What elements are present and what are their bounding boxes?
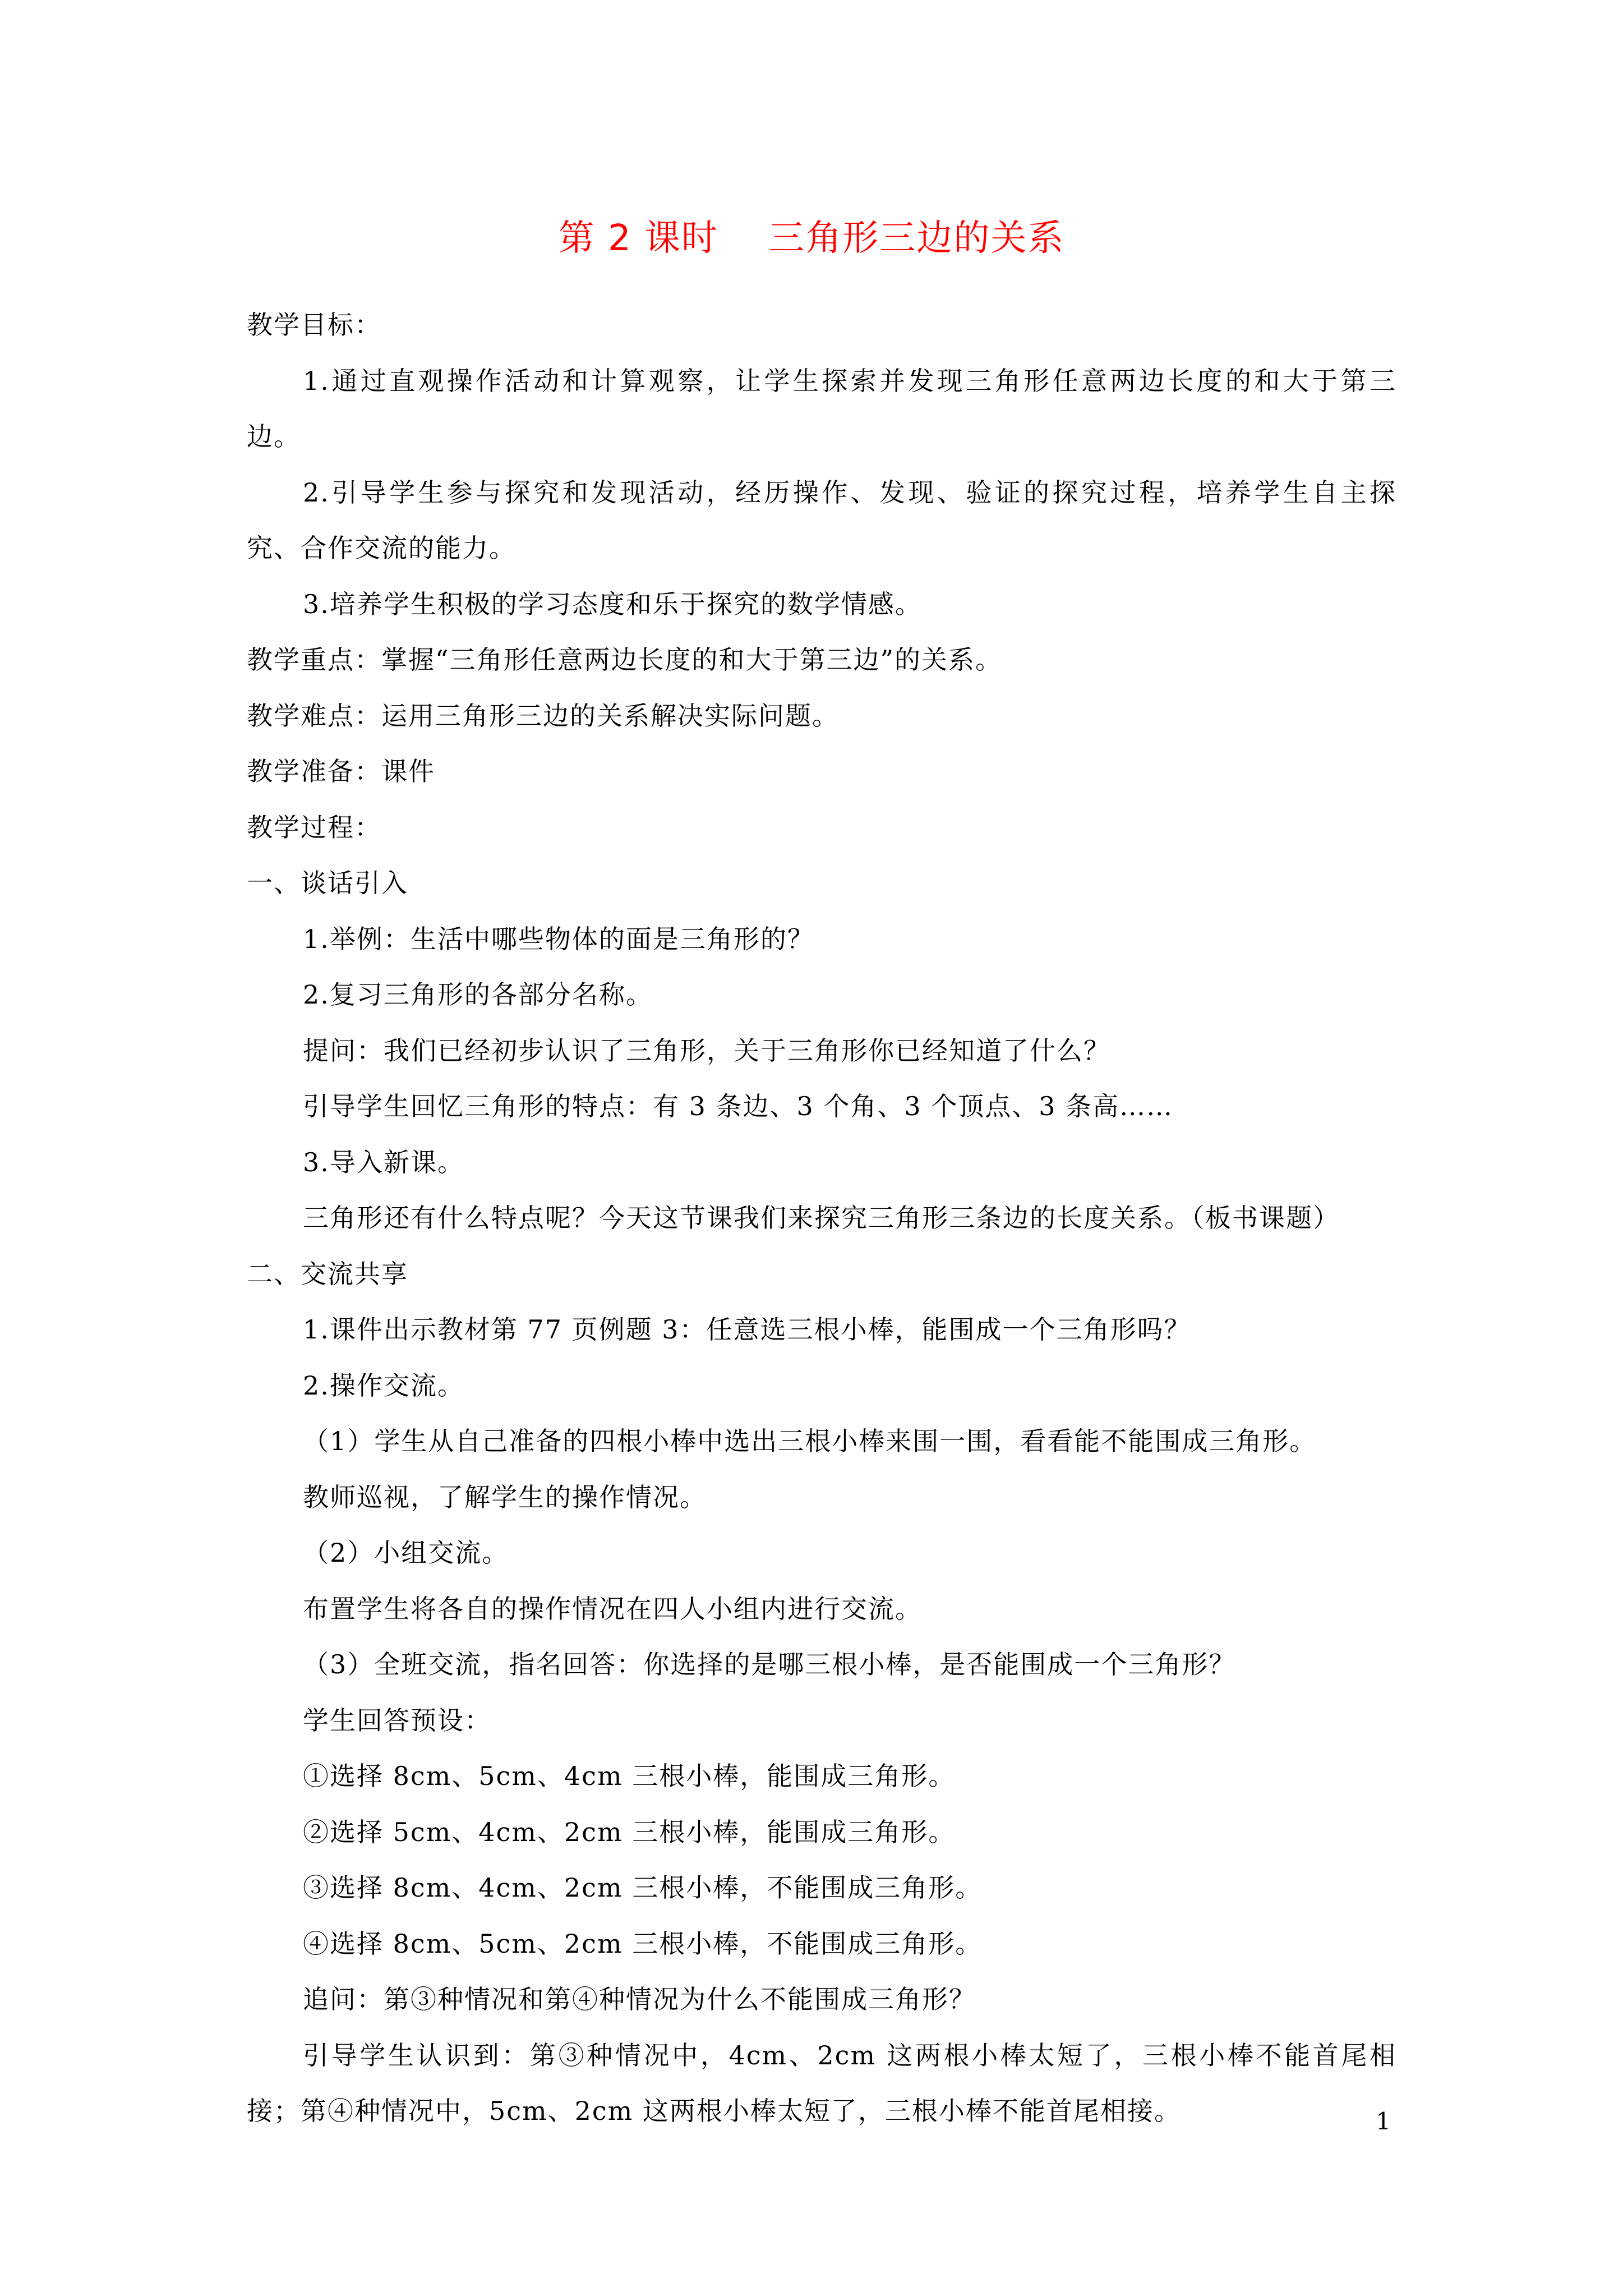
body-line: ④选择 8cm、5cm、2cm 三根小棒，不能围成三角形。 — [303, 1928, 983, 1959]
body-line: 学生回答预设： — [303, 1705, 491, 1736]
page-number: 1 — [1376, 2108, 1391, 2135]
body-line: 2.复习三角形的各部分名称。 — [303, 979, 653, 1010]
body-line: 1.通过直观操作活动和计算观察，让学生探索并发现三角形任意两边长度的和大于第三 — [303, 365, 1396, 396]
body-line: 2.引导学生参与探究和发现活动，经历操作、发现、验证的探究过程，培养学生自主探 — [303, 477, 1396, 508]
body-line: 3.培养学生积极的学习态度和乐于探究的数学情感。 — [303, 588, 922, 619]
body-line: 究、合作交流的能力。 — [247, 533, 516, 563]
section-heading: 一、谈话引入 — [247, 868, 408, 898]
body-line: 2.操作交流。 — [303, 1370, 464, 1401]
body-line: ②选择 5cm、4cm、2cm 三根小棒，能围成三角形。 — [303, 1816, 956, 1847]
body-line: 引导学生回忆三角形的特点：有 3 条边、3 个角、3 个顶点、3 条高…… — [303, 1091, 1174, 1121]
body-line: 教学目标： — [247, 310, 381, 340]
body-line: 布置学生将各自的操作情况在四人小组内进行交流。 — [303, 1593, 922, 1624]
body-line: （1）学生从自己准备的四根小棒中选出三根小棒来围一围，看看能不能围成三角形。 — [303, 1426, 1317, 1456]
body-line: （3）全班交流，指名回答：你选择的是哪三根小棒，是否能围成一个三角形？ — [303, 1649, 1236, 1680]
body-line: 教师巡视，了解学生的操作情况。 — [303, 1481, 707, 1512]
body-line: 三角形还有什么特点呢？今天这节课我们来探究三角形三条边的长度关系。（板书课题） — [303, 1203, 1340, 1233]
page-title: 第 2 课时 三角形三边的关系 — [558, 218, 1065, 259]
body-line: 提问：我们已经初步认识了三角形，关于三角形你已经知道了什么？ — [303, 1035, 1110, 1066]
body-line: 追问：第③种情况和第④种情况为什么不能围成三角形？ — [303, 1984, 976, 2014]
body-line: 边。 — [247, 421, 301, 452]
body-line: 引导学生认识到：第③种情况中，4cm、2cm 这两根小棒太短了，三根小棒不能首尾相 — [303, 2040, 1396, 2070]
body-line: 3.导入新课。 — [303, 1147, 464, 1177]
body-line: 教学难点：运用三角形三边的关系解决实际问题。 — [247, 700, 839, 731]
body-line: 接；第④种情况中，5cm、2cm 这两根小棒太短了，三根小棒不能首尾相接。 — [247, 2096, 1181, 2126]
section-heading: 二、交流共享 — [247, 1258, 408, 1289]
body-line: （2）小组交流。 — [303, 1538, 509, 1568]
body-line: 教学过程： — [247, 812, 381, 843]
body-line: 教学准备：课件 — [247, 756, 435, 786]
body-line: 教学重点：掌握“三角形任意两边长度的和大于第三边”的关系。 — [247, 645, 1003, 675]
document-body — [247, 297, 1396, 2139]
body-line: ①选择 8cm、5cm、4cm 三根小棒，能围成三角形。 — [303, 1761, 956, 1791]
body-line: 1.课件出示教材第 77 页例题 3：任意选三根小棒，能围成一个三角形吗？ — [303, 1314, 1191, 1345]
body-line: ③选择 8cm、4cm、2cm 三根小棒，不能围成三角形。 — [303, 1872, 983, 1903]
body-line: 1.举例：生活中哪些物体的面是三角形的？ — [303, 923, 814, 954]
